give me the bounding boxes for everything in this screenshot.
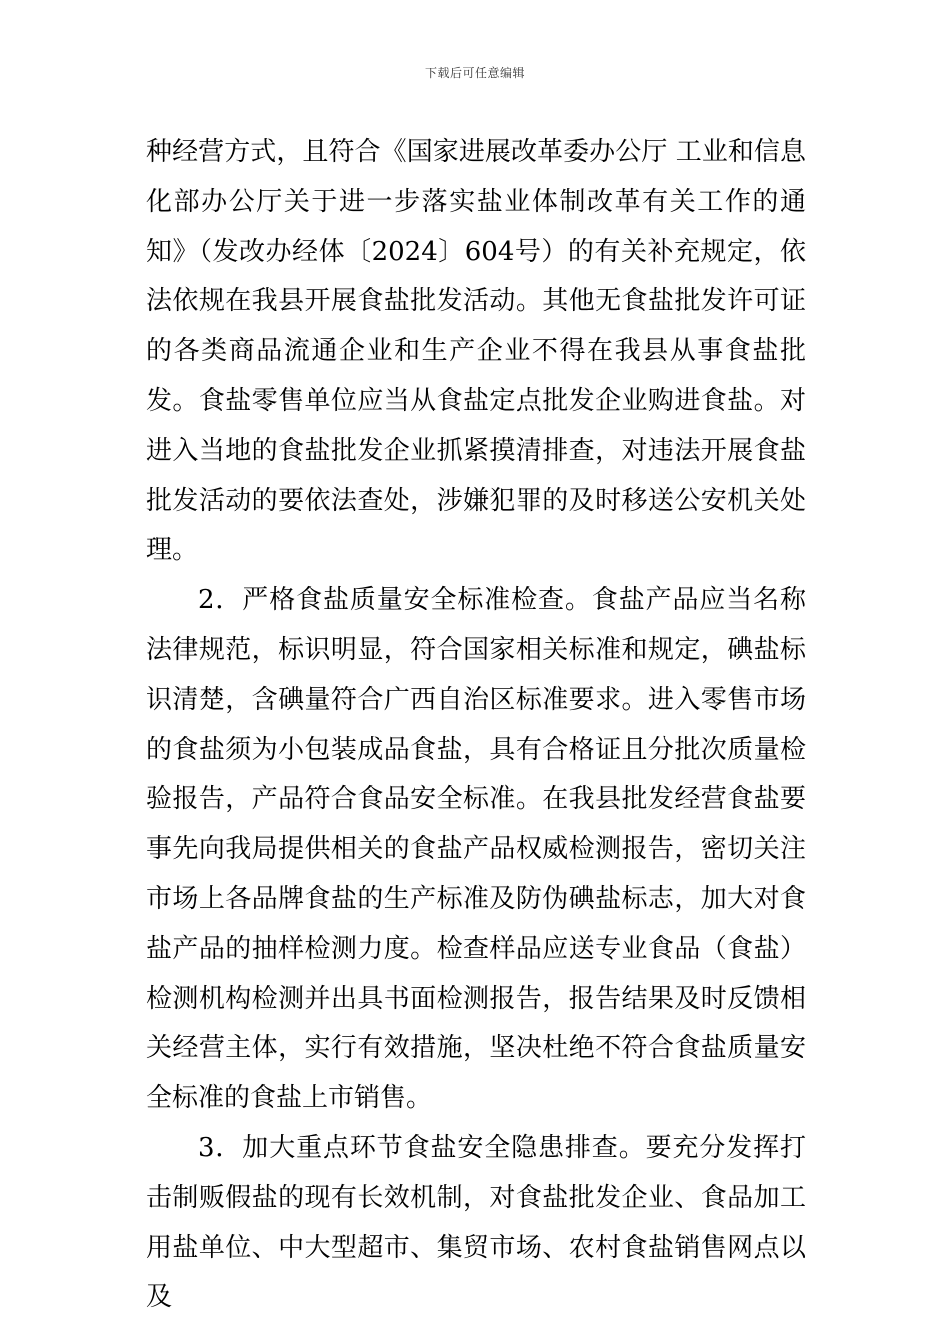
paragraph-continuation: 种经营方式，且符合《国家进展改革委办公厅 工业和信息化部办公厅关于进一步落实盐业体制改革有关工作的通知》（发改办经体〔2024〕604号）的有关补充规定，依法依规在我县开展食盐批发活动。其他无食盐批发许可证的各类商品流通企业和生产企业不得在我县从事食盐批发。食盐零售单位应当从食盐定点批发企业购进食盐。对进入当地的食盐批发企业抓紧摸清排查，对违法开展食盐批发活动的要依法查处，涉嫌犯罪的及时移送公安机关处理。 [146, 137, 806, 566]
document-body [146, 128, 806, 1323]
page-header: 下载后可任意编辑 [424, 66, 525, 80]
paragraph-item-2: 2．严格食盐质量安全标准检查。食盐产品应当名称法律规范，标识明显，符合国家相关标准和规定，碘盐标识清楚，含碘量符合广西自治区标准要求。进入零售市场的食盐须为小包装成品食盐，具有合格证且分批次质量检验报告，产品符合食品安全标准。在我县批发经营食盐要事先向我局提供相关的食盐产品权威检测报告，密切关注市场上各品牌食盐的生产标准及防伪碘盐标志，加大对食盐产品的抽样检测力度。检查样品应送专业食品（食盐）检测机构检测并出具书面检测报告，报告结果及时反馈相关经营主体，实行有效措施，坚决杜绝不符合食盐质量安全标准的食盐上市销售。 [146, 585, 806, 1114]
paragraph-item-3: 3．加大重点环节食盐安全隐患排查。要充分发挥打击制贩假盐的现有长效机制，对食盐批发企业、食品加工用盐单位、中大型超市、集贸市场、农村食盐销售网点以及 [146, 1132, 806, 1313]
